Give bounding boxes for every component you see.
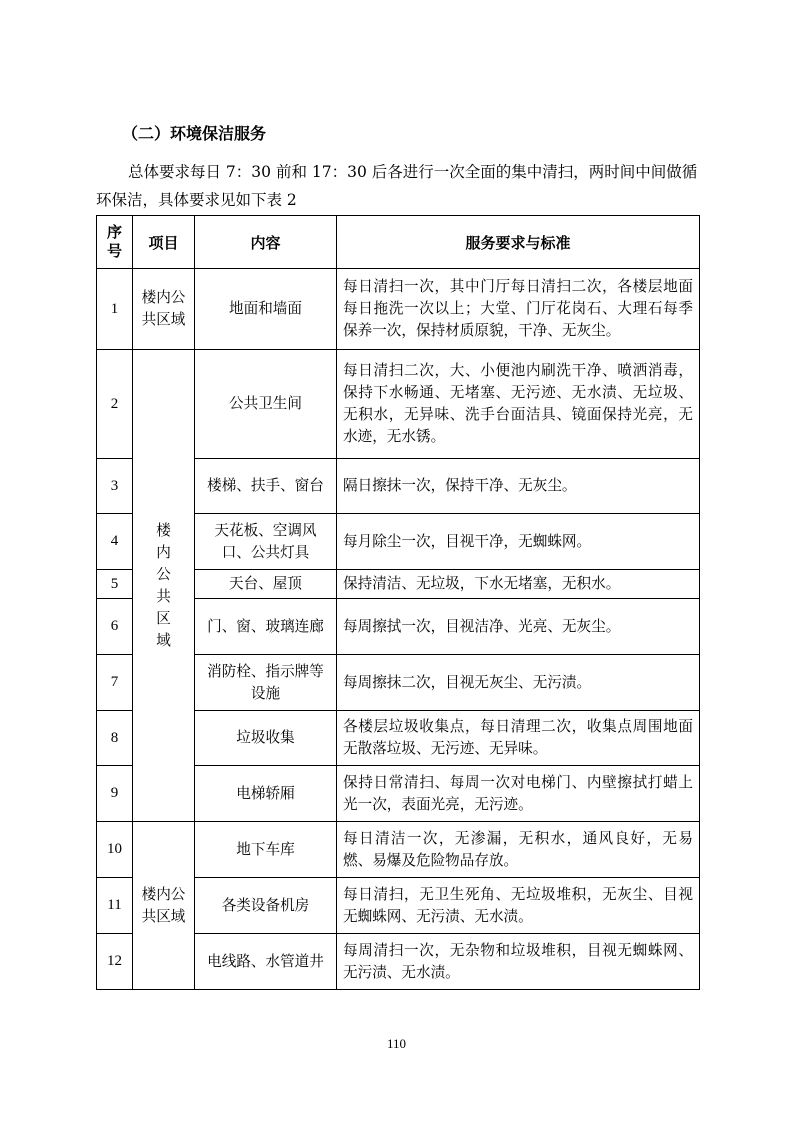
standard-cell: 每月除尘一次，目视干净，无蜘蛛网。 [337, 514, 700, 570]
standard-cell: 每日清扫，无卫生死角、无垃圾堆积，无灰尘、目视无蜘蛛网、无污渍、无水渍。 [337, 878, 700, 934]
table-row [97, 269, 700, 350]
header-seq: 序 号 [97, 216, 133, 269]
standard-cell: 隔日擦抹一次，保持干净、无灰尘。 [337, 459, 700, 514]
standard-cell: 每周擦抹二次，目视无灰尘、无污渍。 [337, 655, 700, 711]
content-cell: 门、窗、玻璃连廊 [195, 599, 337, 655]
project-cell: 楼内公共区域 [133, 269, 195, 350]
row-number: 4 [97, 514, 133, 570]
content-cell: 电线路、水管道井 [195, 934, 337, 990]
standard-cell: 保持日常清扫、每周一次对电梯门、内壁擦拭打蜡上光一次，表面光亮，无污迹。 [337, 766, 700, 822]
header-standard: 服务要求与标准 [337, 216, 700, 269]
project-cell: 楼内公共区域 [133, 822, 195, 990]
content-cell: 垃圾收集 [195, 711, 337, 766]
row-number: 9 [97, 766, 133, 822]
content-cell: 各类设备机房 [195, 878, 337, 934]
standard-cell: 每周清扫一次，无杂物和垃圾堆积，目视无蜘蛛网、无污渍、无水渍。 [337, 934, 700, 990]
page-number: 110 [386, 1036, 407, 1051]
content-cell: 地下车库 [195, 822, 337, 878]
standard-cell: 各楼层垃圾收集点，每日清理二次，收集点周围地面无散落垃圾、无污迹、无异味。 [337, 711, 700, 766]
standard-cell: 每周擦拭一次，目视洁净、光亮、无灰尘。 [337, 599, 700, 655]
header-project: 项目 [133, 216, 195, 269]
cleaning-service-table [96, 215, 700, 990]
row-number: 10 [97, 822, 133, 878]
table-row [97, 822, 700, 878]
content-cell: 地面和墙面 [195, 269, 337, 350]
row-number: 11 [97, 878, 133, 934]
row-number: 2 [97, 350, 133, 459]
standard-cell: 每日清洁一次，无渗漏，无积水，通风良好，无易燃、易爆及危险物品存放。 [337, 822, 700, 878]
row-number: 8 [97, 711, 133, 766]
section-heading: （二）环境保洁服务 [122, 124, 267, 143]
table-header-row [97, 216, 700, 269]
content-cell: 消防栓、指示牌等设施 [195, 655, 337, 711]
project-cell-vertical: 楼 内 公 共 区 域 [133, 350, 195, 822]
row-number: 12 [97, 934, 133, 990]
content-cell: 天台、屋顶 [195, 570, 337, 599]
intro-paragraph [96, 158, 700, 214]
content-cell: 楼梯、扶手、窗台 [195, 459, 337, 514]
intro-line-1: 总体要求每日 7：30 前和 17：30 后各进行一次全面的集中清扫，两时间中间做循 [128, 163, 698, 181]
standard-cell: 保持清洁、无垃圾，下水无堵塞，无积水。 [337, 570, 700, 599]
standard-cell: 每日清扫一次，其中门厅每日清扫二次，各楼层地面每日拖洗一次以上；大堂、门厅花岗石、大理石每季保养一次，保持材质原貌，干净、无灰尘。 [337, 269, 700, 350]
row-number: 6 [97, 599, 133, 655]
row-number: 3 [97, 459, 133, 514]
content-cell: 电梯轿厢 [195, 766, 337, 822]
standard-cell: 每日清扫二次，大、小便池内刷洗干净、喷洒消毒，保持下水畅通、无堵塞、无污迹、无水渍、无垃圾、无积水，无异味、洗手台面洁具、镜面保持光亮，无水迹，无水锈。 [337, 350, 700, 459]
header-content: 内容 [195, 216, 337, 269]
content-cell: 公共卫生间 [195, 350, 337, 459]
row-number: 1 [97, 269, 133, 350]
intro-line-2: 环保洁，具体要求见如下表 2 [96, 191, 297, 209]
row-number: 5 [97, 570, 133, 599]
table-row [97, 350, 700, 459]
row-number: 7 [97, 655, 133, 711]
content-cell: 天花板、空调风口、公共灯具 [195, 514, 337, 570]
